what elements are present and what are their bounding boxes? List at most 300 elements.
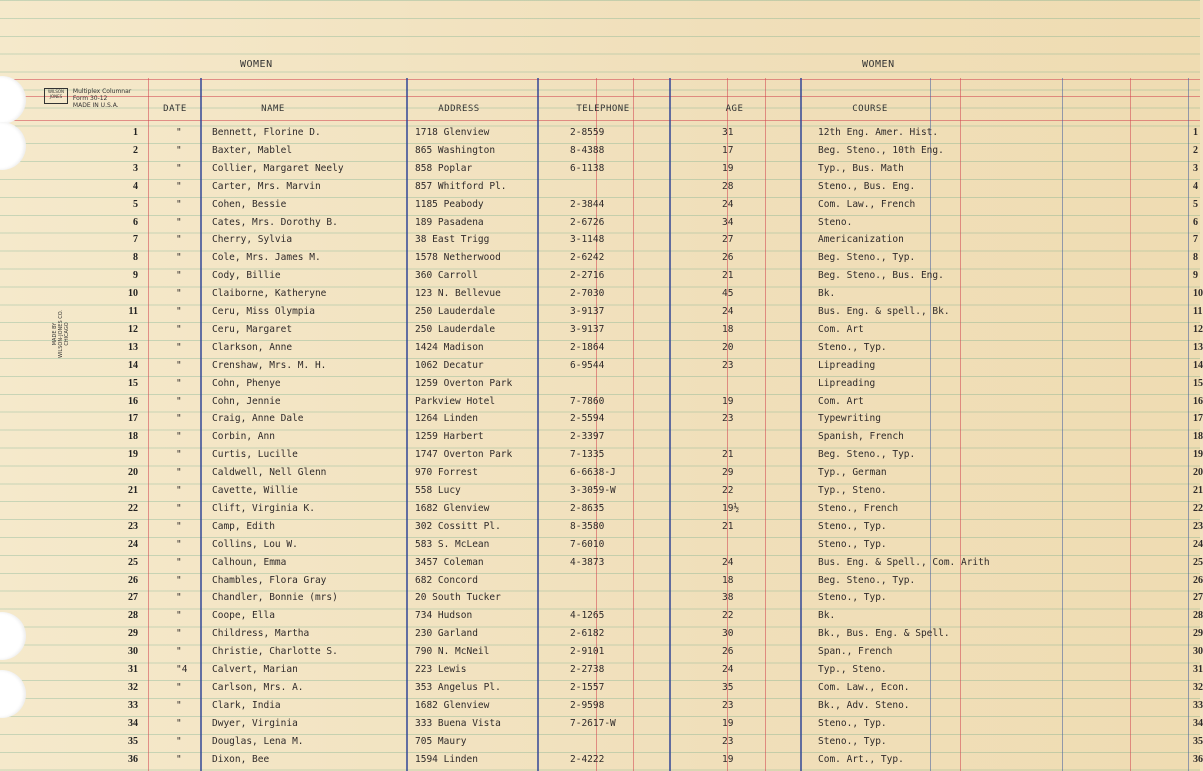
row-address: 1718 Glenview <box>415 127 490 138</box>
row-address: Parkview Hotel <box>415 395 496 407</box>
row-number: 7 <box>133 234 138 246</box>
table-row <box>0 214 1200 232</box>
table-row <box>0 643 1203 661</box>
row-age: 23 <box>722 359 734 371</box>
row-course: Bus. Eng. & spell., Bk. <box>818 306 950 317</box>
header-bottom-rule <box>0 120 1200 121</box>
vendor-logo-icon: WILSON JONES <box>44 88 68 104</box>
row-date: " <box>176 413 182 425</box>
row-course: Steno., Bus. Eng. <box>818 180 916 192</box>
table-row <box>0 160 1200 178</box>
table-row <box>0 607 1203 625</box>
table-row <box>0 410 1203 428</box>
row-address: 1424 Madison <box>415 341 484 353</box>
row-course: Span., French <box>818 646 893 658</box>
row-date: " <box>176 288 182 300</box>
row-name: Corbin, Ann <box>212 431 275 443</box>
row-address: 360 Carroll <box>415 270 478 282</box>
row-number: 36 <box>128 753 138 765</box>
column-header-telephone: TELEPHONE <box>576 104 630 114</box>
row-address: 558 Lucy <box>415 485 461 496</box>
row-number: 33 <box>128 699 138 711</box>
row-number-edge: 14 <box>1193 359 1203 371</box>
row-number-edge: 8 <box>1193 252 1198 264</box>
row-telephone: 2-3397 <box>570 431 605 443</box>
row-course: Com. Law., Econ. <box>818 681 910 693</box>
row-number: 13 <box>128 341 138 353</box>
row-address: 1594 Linden <box>415 753 478 765</box>
row-number-edge: 19 <box>1193 449 1203 461</box>
table-row <box>0 572 1203 590</box>
row-telephone: 6-6638-J <box>570 467 616 479</box>
side-imprint-line: WILSON-JONES CO. <box>58 309 64 358</box>
row-course: Spanish, French <box>818 431 904 443</box>
vendor-line: Multiplex Columnar <box>72 88 132 95</box>
row-telephone: 7-7860 <box>570 395 605 407</box>
row-course: Steno., Typ. <box>818 592 887 604</box>
row-name: Collier, Margaret Neely <box>212 162 344 174</box>
row-age: 31 <box>722 127 734 138</box>
row-age: 27 <box>722 234 734 246</box>
row-telephone: 2-6726 <box>570 216 605 228</box>
row-number-edge: 9 <box>1193 270 1198 282</box>
column-header-date: DATE <box>163 104 187 114</box>
row-address: 1682 Glenview <box>415 699 490 711</box>
row-address: 790 N. McNeil <box>415 646 490 658</box>
row-age: 23 <box>722 735 734 747</box>
row-number-edge: 25 <box>1193 556 1203 568</box>
row-date: " <box>176 753 182 765</box>
row-course: Steno., Typ. <box>818 538 887 550</box>
row-name: Camp, Edith <box>212 520 275 532</box>
row-address: 1578 Netherwood <box>415 252 501 264</box>
row-date: " <box>176 735 182 747</box>
table-row <box>0 536 1203 554</box>
row-number-edge: 26 <box>1193 574 1203 586</box>
row-telephone: 3-9137 <box>570 323 605 335</box>
row-address: 682 Concord <box>415 574 478 586</box>
table-row <box>0 375 1203 393</box>
row-course: Beg. Steno., Typ. <box>818 252 916 264</box>
row-date: " <box>176 359 182 371</box>
row-date: " <box>176 431 182 443</box>
row-address: 583 S. McLean <box>415 538 490 550</box>
row-number-edge: 1 <box>1193 127 1198 138</box>
row-name: Dwyer, Virginia <box>212 717 298 729</box>
row-address: 230 Garland <box>415 628 478 640</box>
row-age: 45 <box>722 288 734 300</box>
row-name: Calvert, Marian <box>212 664 298 675</box>
row-number: 19 <box>128 449 138 461</box>
row-number-edge: 12 <box>1193 323 1203 335</box>
row-age: 19 <box>722 717 734 729</box>
row-telephone: 2-7030 <box>570 288 605 300</box>
row-age: 24 <box>722 198 734 210</box>
vendor-line: MADE IN U.S.A. <box>72 102 119 109</box>
row-course: Steno., Typ. <box>818 717 887 729</box>
row-course: Com. Art <box>818 323 864 335</box>
row-number-edge: 11 <box>1193 306 1203 317</box>
table-row <box>0 142 1200 160</box>
row-number: 24 <box>128 538 138 550</box>
row-course: Typ., German <box>818 467 887 479</box>
row-date: " <box>176 502 182 514</box>
row-age: 26 <box>722 646 734 658</box>
row-age: 23 <box>722 413 734 425</box>
row-number: 30 <box>128 646 138 658</box>
row-name: Cody, Billie <box>212 270 281 282</box>
row-course: Beg. Steno., Bus. Eng. <box>818 270 944 282</box>
table-row <box>0 357 1203 375</box>
row-course: Typ., Bus. Math <box>818 162 904 174</box>
row-course: Lipreading <box>818 359 876 371</box>
table-row <box>0 428 1203 446</box>
row-number-edge: 34 <box>1193 717 1203 729</box>
table-row <box>0 589 1203 607</box>
row-course: Steno., Typ. <box>818 735 887 747</box>
row-course: Lipreading <box>818 377 876 389</box>
column-header-age: AGE <box>725 104 744 114</box>
row-course: Com. Art., Typ. <box>818 753 904 765</box>
row-telephone: 2-4222 <box>570 753 605 765</box>
row-age: 21 <box>722 449 734 461</box>
row-date: " <box>176 306 182 317</box>
row-number-edge: 20 <box>1193 467 1203 479</box>
row-age: 26 <box>722 252 734 264</box>
row-date: " <box>176 717 182 729</box>
row-course: Steno., Typ. <box>818 341 887 353</box>
row-name: Christie, Charlotte S. <box>212 646 338 658</box>
row-address: 20 South Tucker <box>415 592 501 604</box>
row-number: 3 <box>133 162 138 174</box>
row-number-edge: 23 <box>1193 520 1203 532</box>
row-course: Bk., Bus. Eng. & Spell. <box>818 628 950 640</box>
row-address: 38 East Trigg <box>415 234 490 246</box>
row-number: 18 <box>128 431 138 443</box>
row-name: Cates, Mrs. Dorothy B. <box>212 216 338 228</box>
row-age: 19 <box>722 753 734 765</box>
row-name: Carter, Mrs. Marvin <box>212 180 321 192</box>
row-number: 10 <box>128 288 138 300</box>
table-row <box>0 339 1203 357</box>
row-course: Bk., Adv. Steno. <box>818 699 910 711</box>
row-address: 1682 Glenview <box>415 502 490 514</box>
row-address: 1062 Decatur <box>415 359 484 371</box>
table-row <box>0 321 1203 339</box>
row-name: Coope, Ella <box>212 610 275 622</box>
row-number: 29 <box>128 628 138 640</box>
row-course: Beg. Steno., Typ. <box>818 449 916 461</box>
row-telephone: 3-9137 <box>570 306 605 317</box>
table-row <box>0 661 1203 679</box>
row-name: Clark, India <box>212 699 281 711</box>
row-date: " <box>176 270 182 282</box>
row-telephone: 2-8635 <box>570 502 605 514</box>
row-telephone: 7-1335 <box>570 449 605 461</box>
row-course: Com. Art <box>818 395 864 407</box>
row-name: Carlson, Mrs. A. <box>212 681 304 693</box>
row-age: 21 <box>722 520 734 532</box>
side-imprint-line: MADE BY <box>52 322 58 346</box>
row-age: 20 <box>722 341 734 353</box>
column-header-address: ADDRESS <box>438 104 480 114</box>
row-telephone: 4-3873 <box>570 556 605 568</box>
row-name: Dixon, Bee <box>212 753 270 765</box>
row-address: 123 N. Bellevue <box>415 288 501 300</box>
row-telephone: 7-6010 <box>570 538 605 550</box>
row-date: " <box>176 234 182 246</box>
row-name: Craig, Anne Dale <box>212 413 304 425</box>
row-date: " <box>176 485 182 496</box>
row-date: " <box>176 377 182 389</box>
row-date: " <box>176 592 182 604</box>
row-telephone: 2-3844 <box>570 198 605 210</box>
row-number-edge: 35 <box>1193 735 1203 747</box>
row-telephone: 4-1265 <box>570 610 605 622</box>
row-number-edge: 16 <box>1193 395 1203 407</box>
row-course: Beg. Steno., Typ. <box>818 574 916 586</box>
row-course: Steno., Typ. <box>818 520 887 532</box>
row-date: " <box>176 252 182 264</box>
row-age: 34 <box>722 216 734 228</box>
row-number: 32 <box>128 681 138 693</box>
header-rule <box>0 96 1200 97</box>
row-course: Bk. <box>818 288 836 300</box>
row-course: Bk. <box>818 610 836 622</box>
row-date: " <box>176 681 182 693</box>
row-age: 17 <box>722 144 734 156</box>
row-age: 18 <box>722 574 734 586</box>
row-number: 8 <box>133 252 138 264</box>
row-address: 1259 Harbert <box>415 431 484 443</box>
row-number-edge: 36 <box>1193 753 1203 765</box>
column-header-course: COURSE <box>852 104 888 114</box>
row-number: 11 <box>128 306 138 317</box>
row-name: Clarkson, Anne <box>212 341 293 353</box>
row-telephone: 2-1864 <box>570 341 605 353</box>
table-row <box>0 697 1203 715</box>
section-label-left: WOMEN <box>240 59 273 70</box>
row-telephone: 2-9598 <box>570 699 605 711</box>
row-number: 25 <box>128 556 138 568</box>
row-address: 333 Buena Vista <box>415 717 501 729</box>
row-number: 6 <box>133 216 138 228</box>
row-course: Steno. <box>818 216 853 228</box>
row-telephone: 7-2617-W <box>570 717 616 729</box>
row-telephone: 8-4388 <box>570 144 605 156</box>
row-name: Cohn, Phenye <box>212 377 281 389</box>
row-telephone: 2-8559 <box>570 127 605 138</box>
row-age: 24 <box>722 556 734 568</box>
row-number-edge: 7 <box>1193 234 1198 246</box>
row-number: 17 <box>128 413 138 425</box>
table-row <box>0 285 1203 303</box>
top-rule <box>0 79 1200 80</box>
row-number-edge: 15 <box>1193 377 1203 389</box>
table-row <box>0 625 1203 643</box>
row-address: 1185 Peabody <box>415 198 484 210</box>
vendor-line: Form 30-12 <box>72 95 108 102</box>
row-name: Calhoun, Emma <box>212 556 287 568</box>
table-row <box>0 231 1200 249</box>
table-row <box>0 393 1203 411</box>
row-age: 28 <box>722 180 734 192</box>
row-telephone: 6-1138 <box>570 162 605 174</box>
row-age: 21 <box>722 270 734 282</box>
row-number: 22 <box>128 502 138 514</box>
column-header-name: NAME <box>261 104 285 114</box>
table-row <box>0 267 1200 285</box>
row-name: Chambles, Flora Gray <box>212 574 327 586</box>
row-address: 970 Forrest <box>415 467 478 479</box>
row-number-edge: 3 <box>1193 162 1198 174</box>
row-age: 22 <box>722 610 734 622</box>
row-number: 28 <box>128 610 138 622</box>
punch-hole <box>0 76 26 124</box>
row-address: 865 Washington <box>415 144 496 156</box>
row-telephone: 8-3580 <box>570 520 605 532</box>
row-name: Crenshaw, Mrs. M. H. <box>212 359 327 371</box>
row-address: 1259 Overton Park <box>415 377 513 389</box>
row-age: 29 <box>722 467 734 479</box>
row-telephone: 2-9101 <box>570 646 605 658</box>
row-course: Steno., French <box>818 502 899 514</box>
table-row <box>0 196 1200 214</box>
row-age: 19½ <box>722 502 740 514</box>
side-imprint-line: CHICAGO <box>64 322 70 346</box>
table-row <box>0 464 1203 482</box>
row-telephone: 2-6182 <box>570 628 605 640</box>
row-date: " <box>176 162 182 174</box>
row-number: 21 <box>128 485 138 496</box>
row-date: " <box>176 646 182 658</box>
table-row <box>0 751 1203 769</box>
row-name: Collins, Lou W. <box>212 538 298 550</box>
row-number-edge: 24 <box>1193 538 1203 550</box>
row-date: " <box>176 341 182 353</box>
row-number: 23 <box>128 520 138 532</box>
row-number: 31 <box>128 664 138 675</box>
row-date: " <box>176 180 182 192</box>
row-number-edge: 28 <box>1193 610 1203 622</box>
row-name: Baxter, Mablel <box>212 144 293 156</box>
row-address: 302 Cossitt Pl. <box>415 520 501 532</box>
row-date: " <box>176 144 182 156</box>
row-telephone: 2-2716 <box>570 270 605 282</box>
table-row <box>0 446 1203 464</box>
row-number-edge: 21 <box>1193 485 1203 496</box>
row-number: 12 <box>128 323 138 335</box>
row-name: Bennett, Florine D. <box>212 127 321 138</box>
row-name: Curtis, Lucille <box>212 449 298 461</box>
row-number-edge: 33 <box>1193 699 1203 711</box>
row-date: " <box>176 699 182 711</box>
row-number-edge: 29 <box>1193 628 1203 640</box>
row-age: 35 <box>722 681 734 693</box>
row-number: 27 <box>128 592 138 604</box>
row-date: " <box>176 538 182 550</box>
row-date: " <box>176 520 182 532</box>
row-name: Clift, Virginia K. <box>212 502 315 514</box>
row-course: Typ., Steno. <box>818 664 887 675</box>
row-address: 3457 Coleman <box>415 556 484 568</box>
row-telephone: 2-6242 <box>570 252 605 264</box>
table-row <box>0 679 1203 697</box>
row-number-edge: 10 <box>1193 288 1203 300</box>
row-date: " <box>176 198 182 210</box>
row-age: 19 <box>722 162 734 174</box>
row-name: Cohn, Jennie <box>212 395 281 407</box>
row-name: Cherry, Sylvia <box>212 234 293 246</box>
row-number-edge: 5 <box>1193 198 1198 210</box>
row-number-edge: 32 <box>1193 681 1203 693</box>
row-address: 1747 Overton Park <box>415 449 513 461</box>
row-name: Cavette, Willie <box>212 485 298 496</box>
row-course: Typ., Steno. <box>818 485 887 496</box>
row-age: 24 <box>722 664 734 675</box>
row-number: 20 <box>128 467 138 479</box>
row-number: 9 <box>133 270 138 282</box>
row-course: Americanization <box>818 234 904 246</box>
row-telephone: 2-1557 <box>570 681 605 693</box>
table-row <box>0 500 1203 518</box>
row-age: 18 <box>722 323 734 335</box>
row-number: 1 <box>133 127 138 138</box>
row-number-edge: 2 <box>1193 144 1198 156</box>
row-number: 15 <box>128 377 138 389</box>
section-label-right: WOMEN <box>862 59 895 70</box>
row-name: Chandler, Bonnie (mrs) <box>212 592 338 604</box>
row-date: " <box>176 323 182 335</box>
row-name: Cole, Mrs. James M. <box>212 252 321 264</box>
row-date: " <box>176 449 182 461</box>
row-name: Claiborne, Katheryne <box>212 288 327 300</box>
row-number: 34 <box>128 717 138 729</box>
row-address: 250 Lauderdale <box>415 306 496 317</box>
row-age: 23 <box>722 699 734 711</box>
row-number: 35 <box>128 735 138 747</box>
table-row <box>0 124 1200 142</box>
row-date: " <box>176 574 182 586</box>
table-row <box>0 482 1203 500</box>
row-date: " <box>176 216 182 228</box>
row-name: Douglas, Lena M. <box>212 735 304 747</box>
row-name: Caldwell, Nell Glenn <box>212 467 327 479</box>
row-number-edge: 18 <box>1193 431 1203 443</box>
row-telephone: 3-1148 <box>570 234 605 246</box>
row-address: 353 Angelus Pl. <box>415 681 501 693</box>
row-number: 2 <box>133 144 138 156</box>
row-age: 38 <box>722 592 734 604</box>
table-row <box>0 715 1203 733</box>
row-number: 4 <box>133 180 138 192</box>
row-course: Beg. Steno., 10th Eng. <box>818 144 944 156</box>
row-date: " <box>176 556 182 568</box>
row-number-edge: 22 <box>1193 502 1203 514</box>
row-address: 250 Lauderdale <box>415 323 496 335</box>
row-date: " <box>176 127 182 138</box>
row-name: Childress, Martha <box>212 628 310 640</box>
row-number-edge: 30 <box>1193 646 1203 658</box>
row-telephone: 3-3059-W <box>570 485 616 496</box>
row-course: 12th Eng. Amer. Hist. <box>818 127 939 138</box>
row-telephone: 2-2738 <box>570 664 605 675</box>
row-address: 223 Lewis <box>415 664 467 675</box>
table-row <box>0 518 1203 536</box>
row-address: 189 Pasadena <box>415 216 484 228</box>
row-number: 14 <box>128 359 138 371</box>
row-number-edge: 13 <box>1193 341 1203 353</box>
